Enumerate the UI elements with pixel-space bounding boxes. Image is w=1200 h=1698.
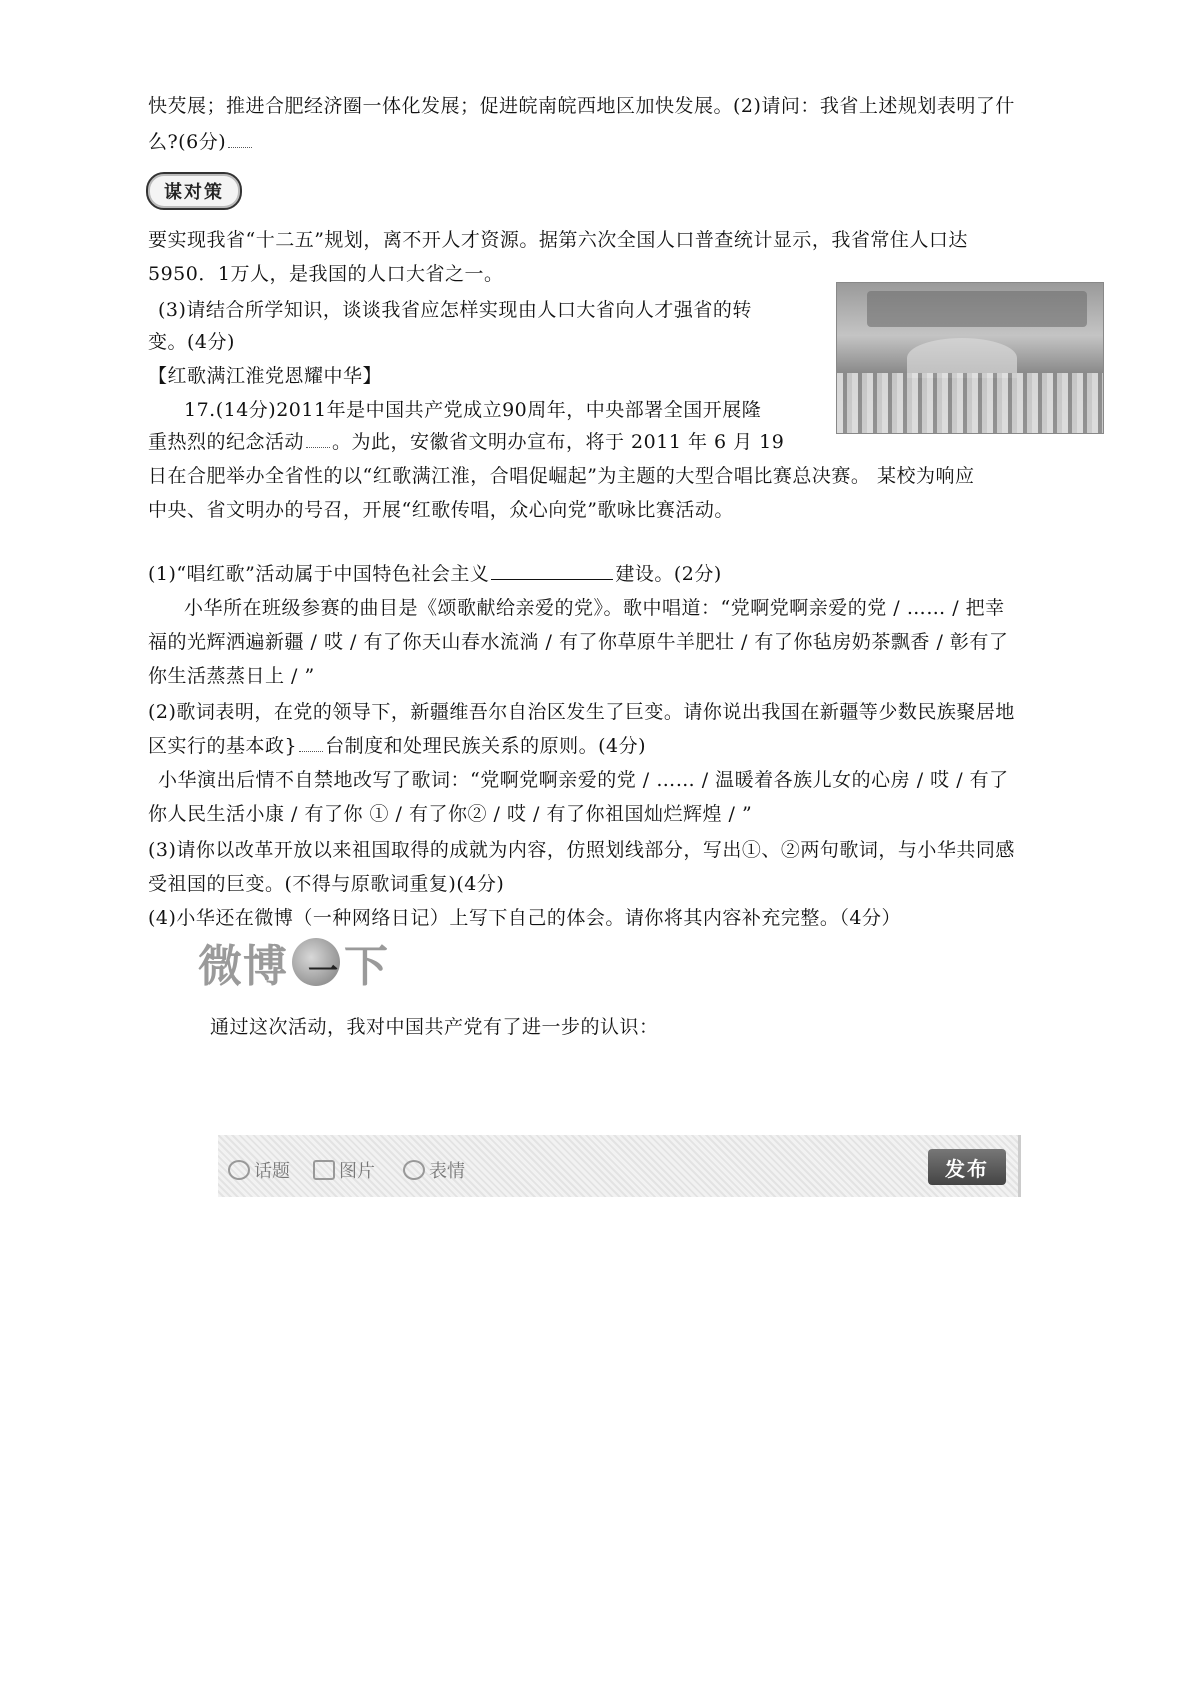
text-line: 快芡展；推进合肥经济圈一体化发展；促进皖南皖西地区加快发展。(2)请问：我省上述规划表明了什 [148, 95, 1015, 117]
weibo-prompt: 通过这次活动，我对中国共产党有了进一步的认识： [210, 1016, 659, 1038]
dotted-mark [299, 737, 323, 752]
text-line [148, 128, 1103, 156]
text-line: 17.(14分)2011年是中国共产党成立90周年，中央部署全国开展隆 [184, 399, 762, 421]
weibo-logo [198, 934, 389, 990]
weibo-toolbar [218, 1135, 1021, 1197]
emoji-button[interactable] [403, 1157, 465, 1183]
image-icon [313, 1160, 335, 1180]
image-button[interactable] [313, 1157, 375, 1183]
text-line: 小华所在班级参赛的曲目是《颂歌献给亲爱的党》。歌中唱道：“党啊党啊亲爱的党 / …… / 把幸 [184, 597, 1005, 619]
question-4: (4)小华还在微博（一种网络日记）上写下自己的体会。请你将其内容补充完整。（4分） [148, 907, 902, 929]
text-line: 你人民生活小康 / 有了你 ① / 有了你② / 哎 / 有了你祖国灿烂辉煌 / ” [148, 803, 753, 825]
topic-label: 话题 [254, 1161, 290, 1182]
question-3: (3)请你以改革开放以来祖国取得的成就为内容，仿照划线部分，写出①、②两句歌词，与小华共同感 [148, 839, 1015, 861]
text-line: 变。(4分) [148, 331, 235, 353]
chorus-photo [836, 282, 1104, 434]
text-line: 要实现我省“十二五”规划，离不开人才资源。据第六次全国人口普查统计显示，我省常住人口达 [148, 229, 968, 251]
answer-blank[interactable] [491, 561, 613, 580]
weibo-logo-text: 微博 [198, 941, 288, 992]
text-segment: 区实行的基本政} [148, 735, 298, 757]
text-segment: 台制度和处理民族关系的原则。(4分) [325, 735, 647, 757]
weibo-eye-icon: 一 [292, 938, 340, 986]
section-title: 【红歌满江淮党恩耀中华】 [148, 365, 383, 387]
topic-button[interactable] [228, 1157, 290, 1183]
text-line: 中央、省文明办的号召，开展“红歌传唱，众心向党”歌咏比赛活动。 [148, 499, 734, 521]
photo-banner [867, 291, 1087, 327]
image-label: 图片 [339, 1161, 375, 1182]
text-segment: 重热烈的纪念活动 [148, 431, 305, 453]
emoji-label: 表情 [429, 1161, 465, 1182]
text-line: 福的光辉洒遍新疆 / 哎 / 有了你天山春水流淌 / 有了你草原牛羊肥壮 / 有了你毡房奶茶飘香 / 彰有了 [148, 631, 1009, 653]
photo-stage [907, 338, 1017, 378]
text-line [148, 428, 838, 456]
text-line: 5950．1万人，是我国的人口大省之一。 [148, 263, 504, 285]
question-1 [148, 560, 1103, 588]
dotted-mark [306, 433, 330, 448]
question-2: (2)歌词表明，在党的领导下，新疆维吾尔自治区发生了巨变。请你说出我国在新疆等少数民族聚居地 [148, 701, 1015, 723]
photo-crowd [837, 373, 1103, 433]
emoji-icon [403, 1160, 425, 1180]
text-line [148, 732, 1103, 760]
weibo-logo-text: 下 [344, 941, 389, 992]
section-badge: 谋对策 [146, 172, 242, 210]
text-line: 日在合肥举办全省性的以“红歌满江淮，合唱促崛起”为主题的大型合唱比赛总决赛。 某校为响应 [148, 465, 975, 487]
dotted-mark [228, 133, 252, 148]
text-segment: 。为此，安徽省文明办宣布，将于 2011 年 6 月 19 [332, 431, 785, 453]
text-line: 你生活蒸蒸日上 / ” [148, 665, 315, 687]
text-line: 小华演出后情不自禁地改写了歌词：“党啊党啊亲爱的党 / …… / 温暖着各族儿女的心房 / 哎 / 有了 [158, 769, 1009, 791]
text-line: 受祖国的巨变。(不得与原歌词重复)(4分) [148, 873, 505, 895]
text-line: (3)请结合所学知识，谈谈我省应怎样实现由人口大省向人才强省的转 [158, 299, 752, 321]
text-segment: 建设。(2分) [615, 563, 722, 585]
topic-icon [228, 1160, 250, 1180]
text-segment: (1)“唱红歌”活动属于中国特色社会主义 [148, 563, 490, 585]
publish-button[interactable]: 发布 [928, 1149, 1006, 1185]
text-segment: 么?(6分) [148, 131, 227, 153]
